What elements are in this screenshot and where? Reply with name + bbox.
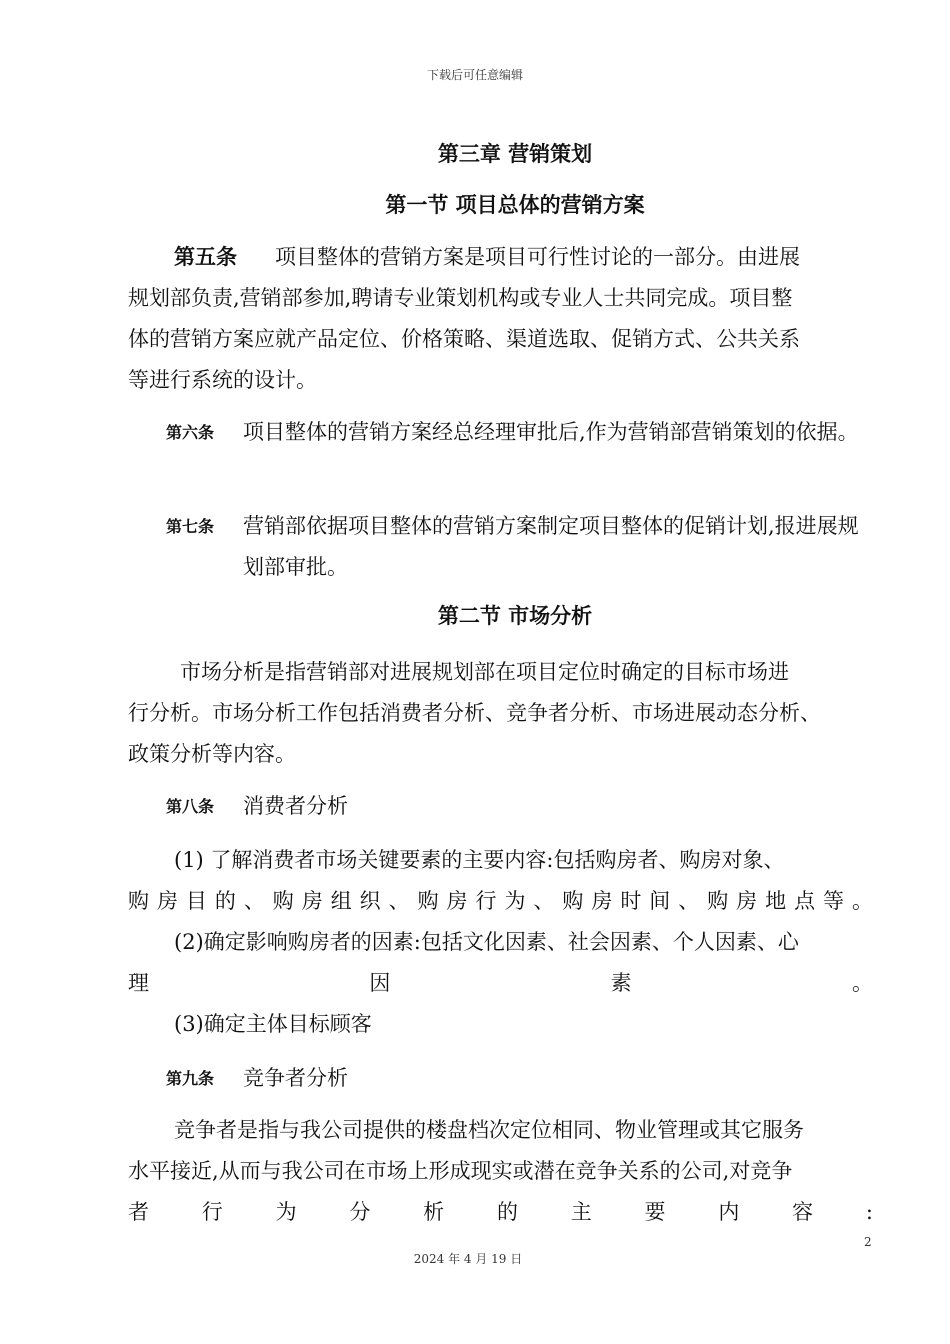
page-number: 2: [864, 1235, 872, 1249]
article-8-item-1-line-1: (1) 了解消费者市场关键要素的主要内容:包括购房者、购房对象、: [174, 848, 785, 872]
section-2-intro-line-3: 政策分析等内容。: [128, 742, 296, 766]
section-2-intro: [128, 652, 873, 775]
article-5-label: 第五条: [174, 244, 237, 269]
article-5-text-1: 项目整体的营销方案是项目可行性讨论的一部分。由进展: [275, 245, 800, 269]
article-5: [128, 236, 873, 401]
article-8-title: 消费者分析: [243, 794, 348, 818]
section-title-1: 第一节 项目总体的营销方案: [385, 192, 645, 217]
article-9-line-2: 水平接近,从而与我公司在市场上形成现实或潜在竞争关系的公司,对竞争: [128, 1159, 793, 1183]
section-title-2: 第二节 市场分析: [437, 603, 593, 628]
article-8-items: [128, 840, 873, 1045]
section-2-intro-line-2: 行分析。市场分析工作包括消费者分析、竞争者分析、市场进展动态分析、: [128, 701, 821, 725]
article-6-text: 项目整体的营销方案经总经理审批后,作为营销部营销策划的依据。: [243, 420, 859, 444]
section-2-intro-line-1: 市场分析是指营销部对进展规划部在项目定位时确定的目标市场进: [180, 660, 789, 684]
article-5-line-4: 等进行系统的设计。: [128, 368, 317, 392]
article-8-label: 第八条: [166, 797, 215, 816]
article-5-line-1: [128, 236, 873, 278]
chapter-title: 第三章 营销策划: [437, 141, 593, 166]
article-6-label: 第六条: [166, 423, 215, 442]
article-9-line-3: 者行为分析的主要内容:: [128, 1200, 873, 1224]
article-8-heading: [166, 786, 876, 827]
article-5-line-3: 体的营销方案应就产品定位、价格策略、渠道选取、促销方式、公共关系: [128, 327, 800, 351]
article-8-item-2-line-2: 理因素。: [128, 971, 873, 995]
article-9-heading: [166, 1058, 876, 1099]
article-9-label: 第九条: [166, 1069, 215, 1088]
article-9-body: [128, 1110, 873, 1233]
article-9-title: 竞争者分析: [243, 1066, 348, 1090]
article-7-text: 营销部依据项目整体的营销方案制定项目整体的促销计划,报进展规划部审批。: [243, 514, 859, 579]
page-header: 下载后可任意编辑: [426, 68, 523, 82]
footer-date: 2024 年 4 月 19 日: [413, 1252, 523, 1266]
article-8-item-1-line-2: 购房目的、购房组织、购房行为、购房时间、购房地点等。: [128, 889, 873, 913]
article-7: [166, 506, 876, 588]
article-5-line-2: 规划部负责,营销部参加,聘请专业策划机构或专业人士共同完成。项目整: [128, 286, 793, 310]
article-7-label: 第七条: [166, 517, 215, 536]
article-8-item-2-line-1: (2)确定影响购房者的因素:包括文化因素、社会因素、个人因素、心: [174, 930, 799, 954]
article-6: [166, 412, 876, 453]
article-8-item-3: (3)确定主体目标顾客: [174, 1012, 372, 1036]
article-9-line-1: 竞争者是指与我公司提供的楼盘档次定位相同、物业管理或其它服务: [174, 1118, 804, 1142]
